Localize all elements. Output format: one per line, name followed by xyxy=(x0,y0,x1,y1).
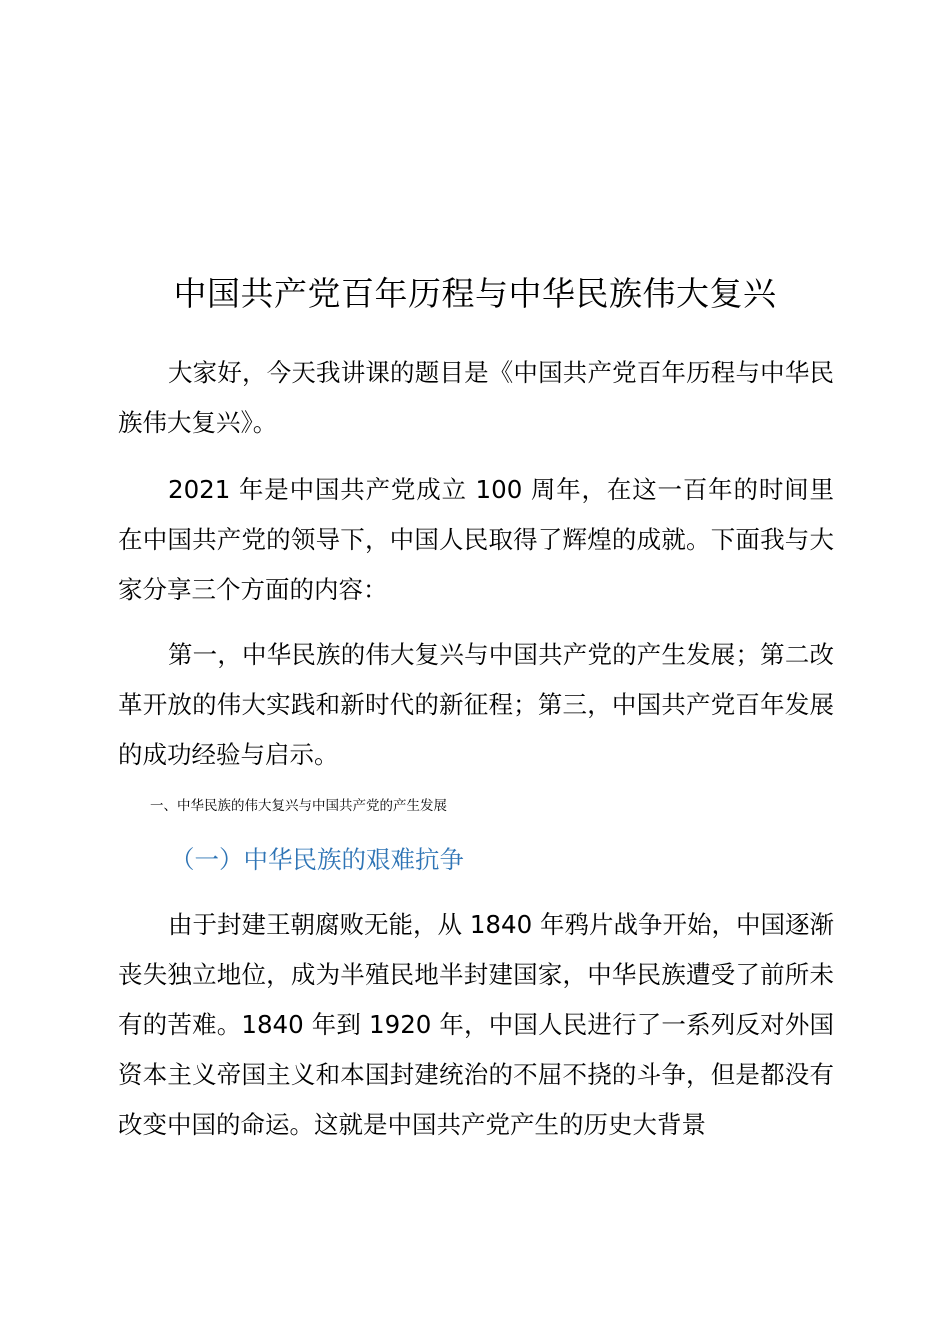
paragraph-intro: 2021 年是中国共产党成立 100 周年，在这一百年的时间里在中国共产党的领导下，中国人民取得了辉煌的成就。下面我与大家分享三个方面的内容： xyxy=(118,475,834,604)
paragraph-greeting: 大家好，今天我讲课的题目是《中国共产党百年历程与中华民族伟大复兴》。 xyxy=(118,358,834,437)
paragraph-outline: 第一，中华民族的伟大复兴与中国共产党的产生发展；第二改革开放的伟大实践和新时代的新征程；第三，中国共产党百年发展的成功经验与启示。 xyxy=(118,640,834,769)
document-title: 中国共产党百年历程与中华民族伟大复兴 xyxy=(173,274,777,313)
subsection-heading: （一）中华民族的艰难抗争 xyxy=(170,845,464,874)
paragraph-history: 由于封建王朝腐败无能，从 1840 年鸦片战争开始，中国逐渐丧失独立地位，成为半殖民地半封建国家，中华民族遭受了前所未有的苦难。1840 年到 1920 年，中国人民进行了一系列反对外国资本主义帝国主义和本国封建统治的不屈不挠的斗争，但是都没有改变中国的命运。这就是中国共产党产生的历史大背景 xyxy=(118,910,834,1139)
section-heading: 一、中华民族的伟大复兴与中国共产党的产生发展 xyxy=(150,798,447,814)
